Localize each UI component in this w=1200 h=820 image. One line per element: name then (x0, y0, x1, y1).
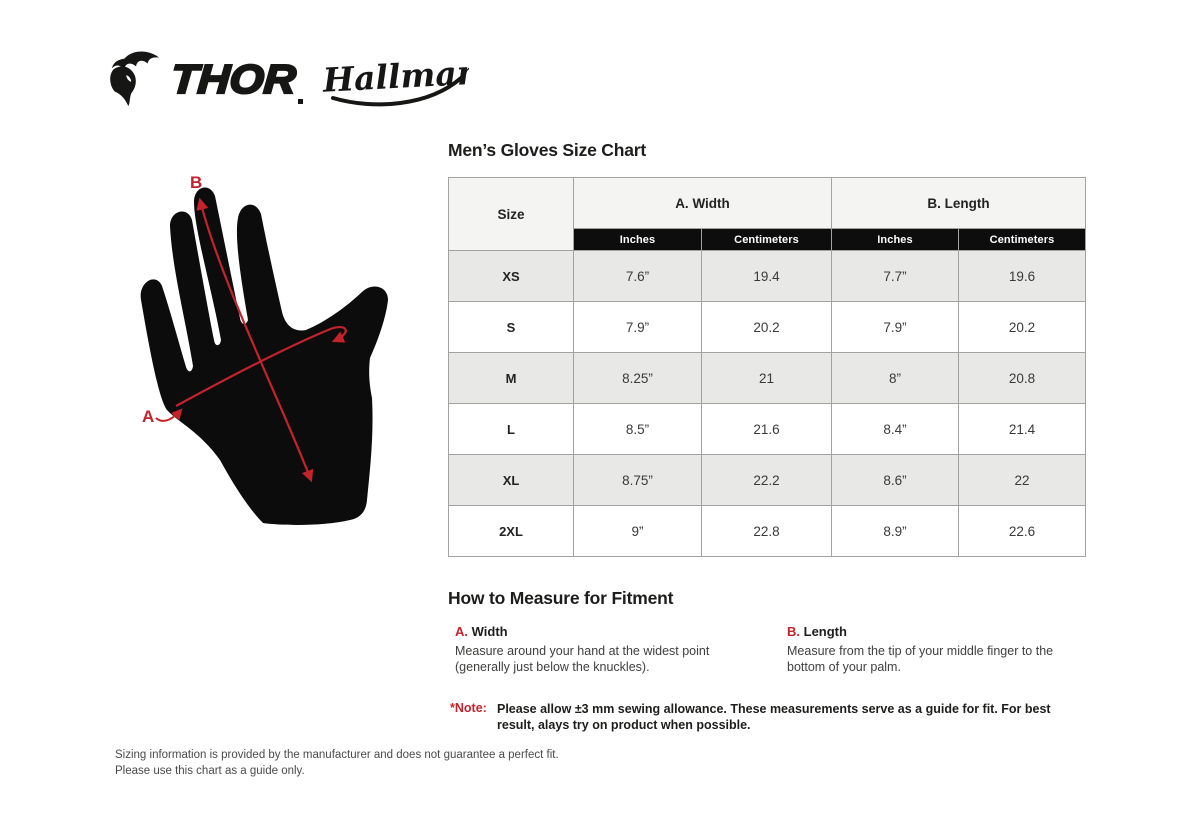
size-cell: XS (449, 251, 574, 302)
length-cm-cell: 19.6 (959, 251, 1086, 302)
width-cm-cell: 20.2 (702, 302, 832, 353)
measure-text-width: Measure around your hand at the widest point (generally just below the knuckles). (455, 644, 710, 674)
size-cell: XL (449, 455, 574, 506)
measure-label-width: Width (471, 624, 508, 639)
width-cm-cell: 21.6 (702, 404, 832, 455)
size-cell: 2XL (449, 506, 574, 557)
measure-text-length: Measure from the tip of your middle finger to the bottom of your palm. (787, 644, 1054, 674)
subheader-length-centimeters: Centimeters (959, 229, 1086, 251)
size-cell: S (449, 302, 574, 353)
width-cm-cell: 19.4 (702, 251, 832, 302)
table-row (449, 506, 1086, 557)
length-inches-cell: 7.7” (832, 251, 959, 302)
thor-wordmark: THOR (169, 56, 298, 102)
table-header-row (449, 178, 1086, 229)
width-inches-cell: 7.9” (574, 302, 702, 353)
width-inches-cell: 8.5” (574, 404, 702, 455)
measure-item-width (455, 624, 767, 675)
col-header-length: B. Length (832, 178, 1086, 229)
col-header-size: Size (449, 178, 574, 251)
width-cm-cell: 21 (702, 353, 832, 404)
size-cell: L (449, 404, 574, 455)
width-inches-cell: 7.6” (574, 251, 702, 302)
length-cm-cell: 20.2 (959, 302, 1086, 353)
width-inches-cell: 8.75” (574, 455, 702, 506)
length-cm-cell: 20.8 (959, 353, 1086, 404)
note-text: Please allow ±3 mm sewing allowance. These measurements serve as a guide for fit. For best result, alays try on product when possible. (497, 702, 1051, 732)
table-row (449, 353, 1086, 404)
measure-section-title: How to Measure for Fitment (448, 588, 674, 608)
subheader-width-centimeters: Centimeters (702, 229, 832, 251)
measure-label-length: Length (803, 624, 847, 639)
disclaimer-line-2: Please use this chart as a guide only. (115, 764, 305, 777)
measure-item-length (787, 624, 1087, 675)
length-cm-cell: 21.4 (959, 404, 1086, 455)
subheader-length-inches: Inches (832, 229, 959, 251)
page-title: Men’s Gloves Size Chart (448, 140, 647, 160)
table-row (449, 251, 1086, 302)
measure-item-length-heading (787, 624, 1087, 639)
table-row (449, 302, 1086, 353)
hand-silhouette (141, 187, 388, 525)
label-a: A (142, 407, 155, 426)
width-inches-cell: 9” (574, 506, 702, 557)
measure-item-width-heading (455, 624, 767, 639)
disclaimer-line-1: Sizing information is provided by the manufacturer and does not guarantee a perfect fit. (115, 749, 559, 761)
sewing-allowance-note (450, 701, 1080, 733)
hallman-wordmark: Hallman (321, 51, 469, 100)
thor-goat-icon (105, 46, 167, 113)
width-inches-cell: 8.25” (574, 353, 702, 404)
size-chart-table (448, 177, 1086, 557)
length-inches-cell: 8.6” (832, 455, 959, 506)
length-cm-cell: 22.6 (959, 506, 1086, 557)
table-row (449, 404, 1086, 455)
length-inches-cell: 8.4” (832, 404, 959, 455)
col-header-width: A. Width (574, 178, 832, 229)
sizing-disclaimer (115, 748, 559, 779)
brand-logos (105, 46, 469, 113)
thor-logo (105, 46, 303, 113)
width-cm-cell: 22.8 (702, 506, 832, 557)
length-inches-cell: 7.9” (832, 302, 959, 353)
length-inches-cell: 8” (832, 353, 959, 404)
table-row (449, 455, 1086, 506)
hand-measurement-diagram (120, 160, 440, 540)
hallman-logo (319, 48, 469, 112)
length-inches-cell: 8.9” (832, 506, 959, 557)
subheader-width-inches: Inches (574, 229, 702, 251)
label-b: B (190, 173, 203, 192)
thor-trademark-dot (298, 99, 303, 104)
size-cell: M (449, 353, 574, 404)
width-cm-cell: 22.2 (702, 455, 832, 506)
measure-key-a: A. (455, 624, 468, 639)
measure-key-b: B. (787, 624, 800, 639)
length-cm-cell: 22 (959, 455, 1086, 506)
note-label: *Note: (450, 701, 487, 715)
